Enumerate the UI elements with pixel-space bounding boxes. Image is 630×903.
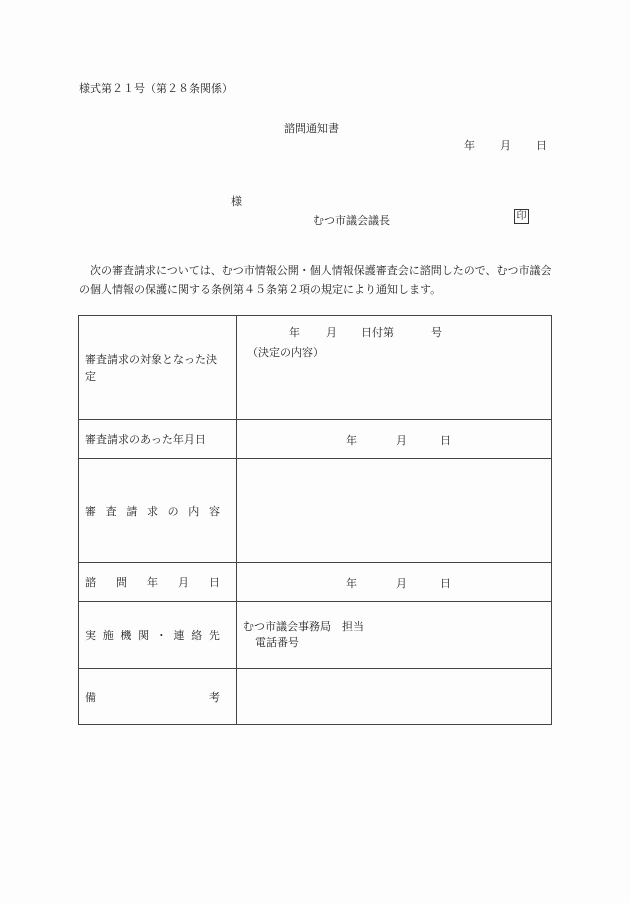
row-label bbox=[79, 459, 237, 563]
row-label bbox=[79, 563, 237, 602]
label-char: 日 bbox=[209, 576, 220, 589]
label-char: 連 bbox=[173, 629, 185, 642]
request-content-cell[interactable] bbox=[237, 459, 552, 563]
day-text: 日付第 bbox=[361, 326, 394, 339]
month-text: 月 bbox=[396, 577, 407, 590]
contact-cell[interactable] bbox=[237, 602, 552, 669]
document-title: 諮問通知書 bbox=[284, 122, 339, 135]
row-label bbox=[79, 602, 237, 669]
table-row bbox=[79, 420, 552, 459]
date-day: 日 bbox=[536, 139, 547, 152]
label-char: 先 bbox=[208, 629, 220, 642]
label-char: 求 bbox=[146, 504, 158, 518]
label-char: 査 bbox=[105, 504, 117, 518]
year-text: 年 bbox=[346, 577, 357, 590]
month-text: 月 bbox=[396, 434, 407, 447]
year-text: 年 bbox=[289, 326, 300, 339]
label-char: 諮 bbox=[85, 576, 96, 589]
label-char: 絡 bbox=[191, 629, 203, 642]
row-label bbox=[79, 669, 237, 725]
label-char: の bbox=[167, 504, 179, 518]
label-char: 審 bbox=[85, 504, 96, 518]
day-text: 日 bbox=[440, 434, 451, 447]
decision-content-label: （決定の内容） bbox=[247, 346, 324, 359]
office-text: むつ市議会事務局 担当 bbox=[243, 620, 364, 633]
table-row bbox=[79, 563, 552, 602]
inquiry-table bbox=[78, 315, 552, 725]
label-char: 関 bbox=[138, 629, 150, 642]
label-char: 請 bbox=[126, 504, 138, 518]
day-text: 日 bbox=[440, 577, 451, 590]
phone-label: 電話番号 bbox=[255, 636, 299, 649]
table-row bbox=[79, 459, 552, 563]
label-char: ・ bbox=[155, 629, 167, 642]
label-char: 機 bbox=[120, 629, 132, 642]
label-char: 施 bbox=[102, 629, 114, 642]
table-row bbox=[79, 316, 552, 420]
label-char: 実 bbox=[85, 629, 96, 642]
label-char: 容 bbox=[208, 504, 220, 518]
inquiry-date-cell[interactable] bbox=[237, 563, 552, 602]
number-text: 号 bbox=[431, 326, 442, 339]
sender-name: むつ市議会議長 bbox=[313, 214, 390, 227]
year-text: 年 bbox=[346, 434, 357, 447]
label-char: 内 bbox=[188, 504, 200, 518]
table-row bbox=[79, 669, 552, 725]
date-month: 月 bbox=[500, 139, 511, 152]
label-char: 考 bbox=[209, 690, 220, 704]
label-char: 備 bbox=[85, 690, 96, 704]
row-label: 審査請求のあった年月日 bbox=[79, 420, 237, 459]
month-text: 月 bbox=[326, 326, 337, 339]
decision-cell[interactable] bbox=[237, 316, 552, 420]
date-year: 年 bbox=[464, 139, 475, 152]
label-char: 問 bbox=[116, 576, 127, 589]
addressee-suffix: 様 bbox=[231, 195, 242, 208]
form-number: 様式第２１号（第２８条関係） bbox=[79, 82, 233, 95]
remarks-cell[interactable] bbox=[237, 669, 552, 725]
notice-paragraph: 次の審査請求については、むつ市情報公開・個人情報保護審査会に諮問したので、むつ市議会の個人情報の保護に関する条例第４５条第２項の規定により通知します。 bbox=[79, 264, 552, 296]
label-char: 年 bbox=[147, 576, 158, 589]
row-label: 審査請求の対象となった決定 bbox=[79, 316, 237, 420]
label-char: 月 bbox=[178, 576, 189, 589]
seal-mark: 印 bbox=[514, 209, 529, 224]
table-row bbox=[79, 602, 552, 669]
request-date-cell[interactable] bbox=[237, 420, 552, 459]
